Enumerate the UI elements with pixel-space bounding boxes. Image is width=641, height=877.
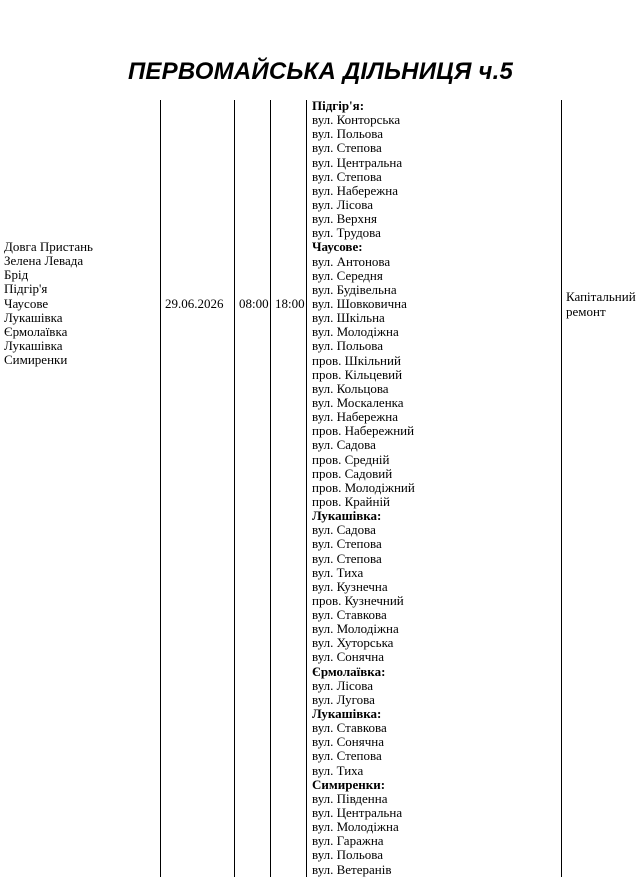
street-name: вул. Лісова bbox=[312, 677, 374, 693]
village-heading: Лукашівка: bbox=[312, 508, 382, 524]
settlement-name: Довга Пристань bbox=[4, 239, 93, 254]
street-name: вул. Молодіжна bbox=[312, 819, 399, 835]
date-cell: 29.06.2026 bbox=[165, 296, 224, 311]
street-name: вул. Верхня bbox=[312, 211, 377, 227]
settlement-name: Єрмолаївка bbox=[4, 323, 68, 339]
street-name: вул. Сонячна bbox=[312, 734, 384, 750]
street-name: пров. Шкільний bbox=[312, 352, 401, 368]
reason-text: Капітальний bbox=[566, 289, 636, 304]
street-name: вул. Антонова bbox=[312, 253, 391, 269]
street-name: вул. Центральна bbox=[312, 154, 403, 170]
column-divider bbox=[234, 100, 235, 877]
street-name: вул. Хуторська bbox=[312, 635, 394, 651]
street-name: вул. Польова bbox=[312, 338, 383, 354]
street-name: вул. Кузнечна bbox=[312, 578, 388, 594]
settlement-name: Зелена Левада bbox=[4, 253, 84, 269]
street-name: вул. Степова bbox=[312, 168, 382, 184]
start-time-cell: 08:00 bbox=[239, 296, 269, 311]
street-name: пров. Садовий bbox=[312, 465, 393, 481]
street-name: вул. Ставкова bbox=[312, 720, 387, 736]
street-name: вул. Набережна bbox=[312, 182, 398, 198]
village-heading: Лукашівка: bbox=[312, 706, 382, 722]
end-time-cell: 18:00 bbox=[275, 296, 305, 311]
street-name: вул. Садова bbox=[312, 437, 376, 453]
street-name: вул. Південна bbox=[312, 790, 388, 806]
street-name: вул. Москаленка bbox=[312, 394, 404, 410]
street-name: вул. Сонячна bbox=[312, 649, 384, 665]
street-name: вул. Ставкова bbox=[312, 607, 387, 623]
street-name: вул. Будівельна bbox=[312, 281, 397, 297]
street-name: вул. Конторська bbox=[312, 112, 401, 128]
street-name: вул. Набережна bbox=[312, 409, 398, 425]
street-name: вул. Ветеранів bbox=[312, 861, 392, 877]
settlement-name: Лукашівка bbox=[4, 337, 63, 353]
street-name: вул. Шовковична bbox=[312, 295, 407, 311]
street-name: вул. Степова bbox=[312, 748, 382, 764]
reason-cell bbox=[566, 290, 638, 319]
street-name: вул. Середня bbox=[312, 267, 383, 283]
column-divider bbox=[561, 100, 562, 877]
settlement-name: Брід bbox=[4, 267, 29, 283]
column-divider bbox=[270, 100, 271, 877]
street-name: вул. Лісова bbox=[312, 196, 374, 212]
settlement-name: Лукашівка bbox=[4, 309, 63, 325]
page-title: ПЕРВОМАЙСЬКА ДІЛЬНИЦЯ ч.5 bbox=[127, 58, 514, 85]
village-heading: Чаусове: bbox=[312, 239, 363, 255]
settlement-name: Симиренки bbox=[4, 352, 68, 368]
street-name: пров. Молодіжний bbox=[312, 479, 415, 495]
street-name: вул. Тиха bbox=[312, 762, 364, 778]
village-heading: Єрмолаївка: bbox=[312, 663, 386, 679]
street-name: вул. Трудова bbox=[312, 225, 381, 241]
street-name: вул. Польова bbox=[312, 126, 383, 142]
street-name: вул. Центральна bbox=[312, 805, 403, 821]
column-divider bbox=[306, 100, 307, 877]
street-name: вул. Тиха bbox=[312, 564, 364, 580]
street-name: пров. Крайній bbox=[312, 493, 391, 509]
street-name: пров. Средній bbox=[312, 451, 390, 467]
village-heading: Підгір'я: bbox=[312, 98, 365, 113]
street-name: вул. Польова bbox=[312, 847, 383, 863]
street-name: вул. Степова bbox=[312, 550, 382, 566]
village-heading: Симиренки: bbox=[312, 776, 386, 792]
settlement-name: Чаусове bbox=[4, 295, 49, 311]
street-name: вул. Степова bbox=[312, 140, 382, 156]
street-name: пров. Кузнечний bbox=[312, 592, 404, 608]
street-name: вул. Садова bbox=[312, 522, 376, 538]
street-name: вул. Степова bbox=[312, 536, 382, 552]
reason-text: ремонт bbox=[566, 303, 606, 319]
street-name: вул. Гаражна bbox=[312, 833, 384, 849]
column-divider bbox=[160, 100, 161, 877]
settlement-name: Підгір'я bbox=[4, 281, 48, 297]
settlements-cell bbox=[4, 240, 93, 367]
street-name: вул. Кольцова bbox=[312, 380, 389, 396]
street-name: вул. Шкільна bbox=[312, 310, 385, 326]
streets-cell bbox=[312, 99, 415, 877]
street-name: вул. Молодіжна bbox=[312, 621, 399, 637]
street-name: вул. Молодіжна bbox=[312, 324, 399, 340]
street-name: вул. Лугова bbox=[312, 691, 375, 707]
street-name: пров. Кільцевий bbox=[312, 366, 403, 382]
street-name: пров. Набережний bbox=[312, 423, 415, 439]
